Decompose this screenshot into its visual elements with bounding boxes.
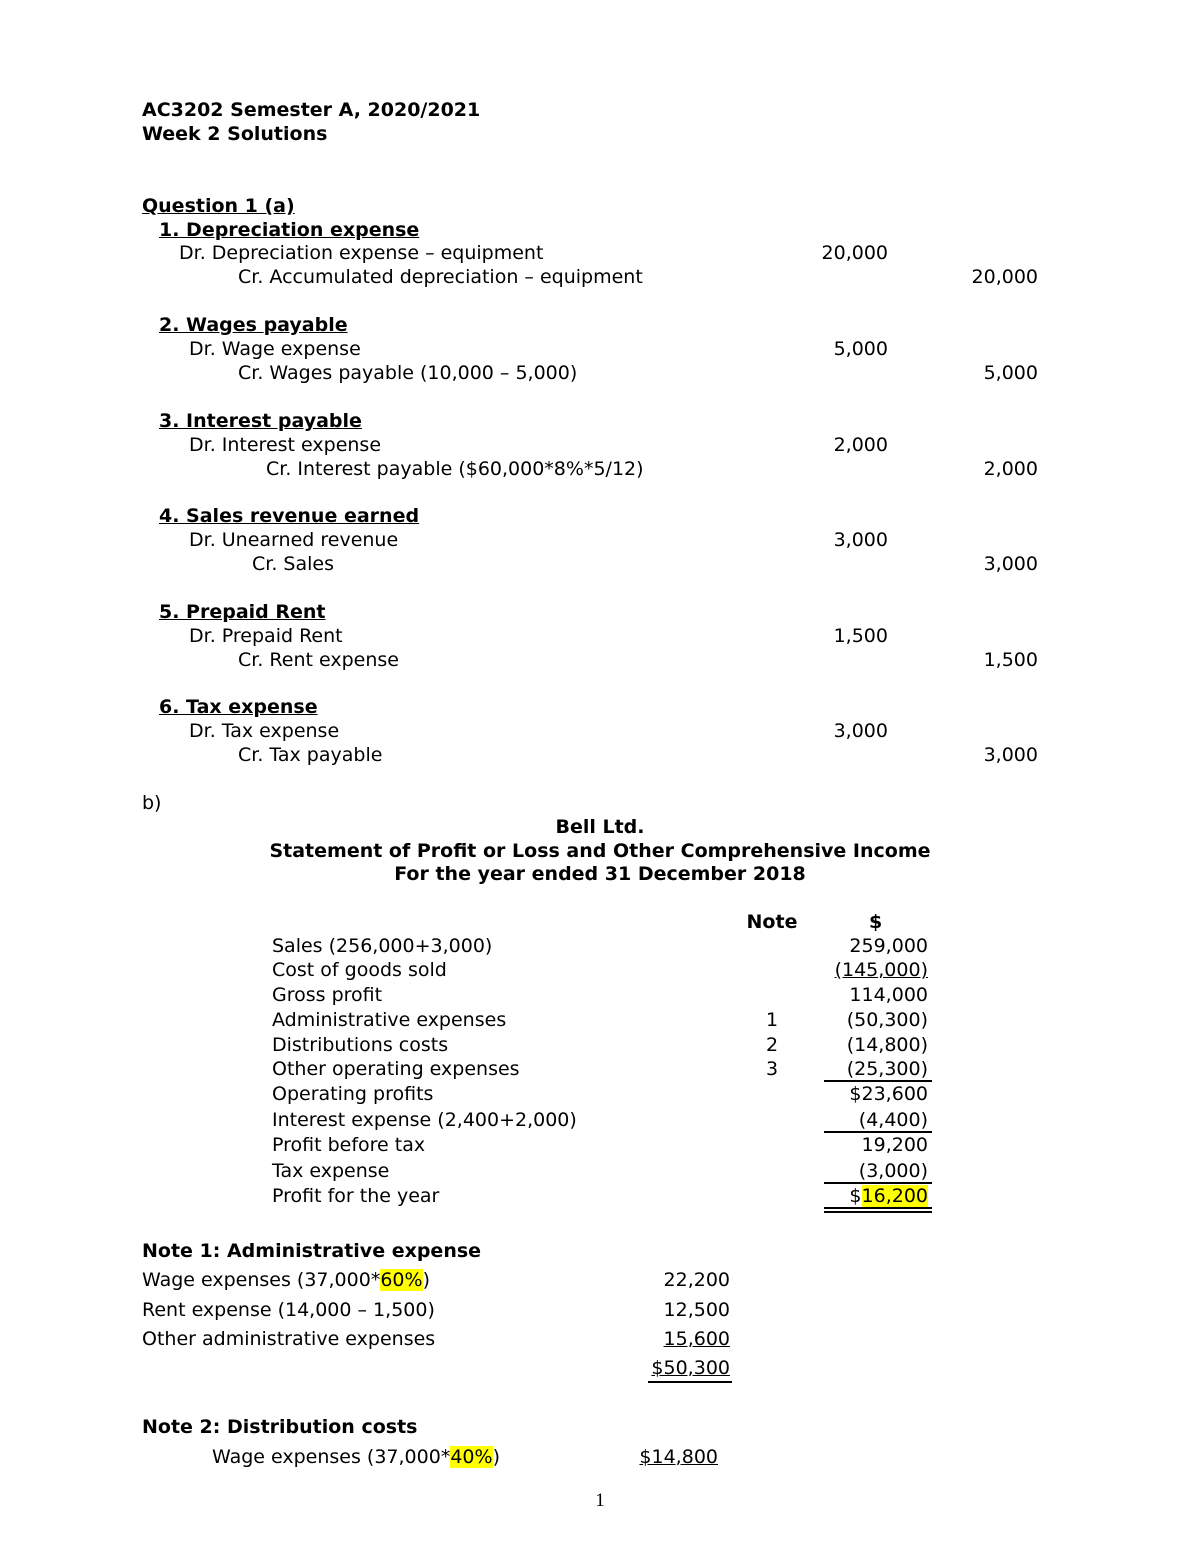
debit-amount: 3,000 <box>833 529 888 551</box>
debit-label: Dr. Interest expense <box>189 434 382 456</box>
statement-row-amount: (4,400) <box>858 1109 928 1131</box>
highlighted-percent: 40% <box>450 1446 493 1468</box>
credit-label: Cr. Sales <box>252 553 334 575</box>
credit-label: Cr. Interest payable ($60,000*8%*5/12) <box>266 458 644 480</box>
statement-period: For the year ended 31 December 2018 <box>394 863 806 885</box>
note-2-amount: $14,800 <box>639 1446 718 1468</box>
entry-heading: 3. Interest payable <box>159 410 362 432</box>
statement-row-amount: (50,300) <box>846 1009 928 1031</box>
debit-label: Dr. Tax expense <box>189 720 340 742</box>
statement-row-label: Operating profits <box>272 1083 434 1105</box>
statement-row-amount: 114,000 <box>849 984 928 1006</box>
debit-label: Dr. Wage expense <box>189 338 361 360</box>
statement-row-label: Administrative expenses <box>272 1009 507 1031</box>
debit-label: Dr. Depreciation expense – equipment <box>179 242 544 264</box>
highlighted-percent: 60% <box>380 1269 423 1291</box>
page-number: 1 <box>595 1490 605 1511</box>
note-row-amount: 12,500 <box>663 1299 730 1321</box>
statement-row-label: Gross profit <box>272 984 383 1006</box>
double-rule-bottom <box>824 1211 932 1213</box>
debit-label: Dr. Prepaid Rent <box>189 625 343 647</box>
credit-amount: 2,000 <box>983 458 1038 480</box>
statement-row-note: 3 <box>765 1058 779 1080</box>
highlighted-amount: 16,200 <box>861 1185 928 1207</box>
note-row-label: Wage expenses (37,000*60%) <box>142 1269 430 1291</box>
credit-label: Cr. Wages payable (10,000 – 5,000) <box>238 362 578 384</box>
statement-row-label: Profit before tax <box>272 1134 426 1156</box>
credit-label: Cr. Accumulated depreciation – equipment <box>238 266 643 288</box>
credit-label: Cr. Tax payable <box>238 744 383 766</box>
note-1-title: Note 1: Administrative expense <box>142 1240 482 1262</box>
note-row-label: Wage expenses (37,000*40%) <box>212 1446 500 1468</box>
statement-title: Statement of Profit or Loss and Other Comprehensive Income <box>269 840 931 862</box>
company-name: Bell Ltd. <box>555 816 645 838</box>
statement-row-note: 1 <box>765 1009 779 1031</box>
currency-symbol: $ <box>849 1185 862 1207</box>
entry-heading: 6. Tax expense <box>159 696 318 718</box>
credit-amount: 3,000 <box>983 553 1038 575</box>
statement-row-label: Profit for the year <box>272 1185 440 1207</box>
debit-amount: 1,500 <box>833 625 888 647</box>
double-rule-top <box>824 1207 932 1209</box>
statement-row-label: Sales (256,000+3,000) <box>272 935 493 957</box>
debit-label: Dr. Unearned revenue <box>189 529 399 551</box>
statement-row-label: Distributions costs <box>272 1034 449 1056</box>
statement-row-amount: (14,800) <box>846 1034 928 1056</box>
statement-row-amount: 19,200 <box>861 1134 928 1156</box>
statement-row-label: Interest expense (2,400+2,000) <box>272 1109 577 1131</box>
note-1-total: $50,300 <box>651 1357 730 1379</box>
note-row-amount: 22,200 <box>663 1269 730 1291</box>
week-title: Week 2 Solutions <box>142 123 328 145</box>
note-row-label: Other administrative expenses <box>142 1328 436 1350</box>
statement-row-label: Other operating expenses <box>272 1058 520 1080</box>
statement-row-label: Cost of goods sold <box>272 959 447 981</box>
credit-amount: 3,000 <box>983 744 1038 766</box>
debit-amount: 20,000 <box>821 242 888 264</box>
statement-row-amount: (3,000) <box>858 1160 928 1182</box>
debit-amount: 3,000 <box>833 720 888 742</box>
column-amount-header: $ <box>869 911 883 933</box>
credit-amount: 5,000 <box>983 362 1038 384</box>
credit-amount: 20,000 <box>971 266 1038 288</box>
debit-amount: 5,000 <box>833 338 888 360</box>
entry-heading: 4. Sales revenue earned <box>159 505 420 527</box>
profit-for-year-amount <box>820 1184 928 1208</box>
statement-row-amount: 259,000 <box>849 935 928 957</box>
double-rule-bottom <box>648 1381 732 1383</box>
statement-row-amount: (145,000) <box>834 959 928 981</box>
column-note-header: Note <box>746 911 798 933</box>
course-title: AC3202 Semester A, 2020/2021 <box>142 99 481 121</box>
entry-heading: 1. Depreciation expense <box>159 219 420 241</box>
credit-label: Cr. Rent expense <box>238 649 399 671</box>
note-row-amount: 15,600 <box>663 1328 730 1350</box>
credit-amount: 1,500 <box>983 649 1038 671</box>
note-row-label: Rent expense (14,000 – 1,500) <box>142 1299 435 1321</box>
debit-amount: 2,000 <box>833 434 888 456</box>
entry-heading: 5. Prepaid Rent <box>159 601 326 623</box>
note-2-title: Note 2: Distribution costs <box>142 1416 418 1438</box>
statement-row-amount: (25,300) <box>846 1058 928 1080</box>
question-1a-title: Question 1 (a) <box>142 195 295 217</box>
part-b-label: b) <box>142 792 162 814</box>
statement-row-note: 2 <box>765 1034 779 1056</box>
entry-heading: 2. Wages payable <box>159 314 348 336</box>
statement-row-label: Tax expense <box>272 1160 390 1182</box>
statement-row-amount: $23,600 <box>849 1083 928 1105</box>
